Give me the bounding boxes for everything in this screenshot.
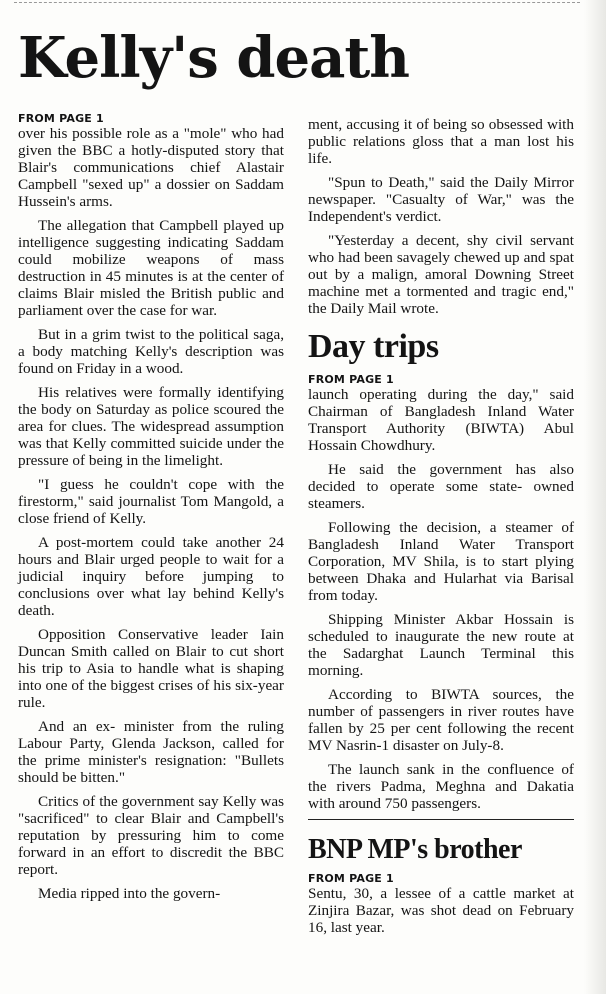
article-paragraph: Media ripped into the govern-: [38, 885, 221, 902]
article-paragraph: "Spun to Death," said the Daily Mirror newspaper. "Casualty of War," was the Independent's verdict.: [308, 174, 574, 225]
from-page-kicker: FROM PAGE 1: [308, 373, 394, 386]
article-paragraph: A post-mortem could take another 24 hours and Blair urged people to wait for a judicial inquiry before jumping to conclusions over what lay behind Kelly's death.: [18, 534, 284, 619]
article-paragraph: "I guess he couldn't cope with the firestorm," said journalist Tom Mangold, a close friend of Kelly.: [18, 476, 284, 527]
article-paragraph: But in a grim twist to the political saga, a body matching Kelly's description was found on Friday in a wood.: [18, 326, 284, 377]
article-paragraph: ment, accusing it of being so obsessed with public relations gloss that a man lost his life.: [308, 116, 574, 167]
article-paragraph: launch operating during the day," said Chairman of Bangladesh Inland Water Transport Authority (BIWTA) Abul Hossain Chowdhury.: [308, 386, 574, 454]
article-paragraph: The launch sank in the confluence of the rivers Padma, Meghna and Dakatia with around 750 passengers.: [308, 761, 574, 812]
day-trips-headline: Day trips: [308, 328, 439, 365]
article-paragraph: "Yesterday a decent, shy civil servant who had been savagely chewed up and spat out by a malign, amoral Downing Street machine met a tormented and tragic end," the Daily Mail wrote.: [308, 232, 574, 317]
article-paragraph: His relatives were formally identifying the body on Saturday as police scoured the area for clues. The widespread assumption was that Kelly committed suicide under the pressure of being in the limelight.: [18, 384, 284, 469]
article-paragraph: He said the government has also decided to operate some state- owned steamers.: [308, 461, 574, 512]
left-column: [18, 112, 284, 909]
article-paragraph: The allegation that Campbell played up intelligence suggesting indicating Saddam could mobilize weapons of mass destruction in 45 minutes is at the center of claims Blair misled the British public and parliament over the case for war.: [18, 217, 284, 319]
article-paragraph: Critics of the government say Kelly was "sacrificed" to clear Blair and Campbell's reputation by pressuring him to come forward in an effort to discredit the BBC report.: [18, 793, 284, 878]
right-column: [308, 116, 574, 943]
article-paragraph: Sentu, 30, a lessee of a cattle market at Zinjira Bazar, was shot dead on February 16, last year.: [308, 885, 574, 936]
bnp-headline: BNP MP's brother: [308, 834, 522, 865]
top-dashed-rule: [14, 2, 580, 3]
from-page-kicker: FROM PAGE 1: [308, 872, 394, 885]
article-paragraph: Shipping Minister Akbar Hossain is scheduled to inaugurate the new route at the Sadarghat Launch Terminal this morning.: [308, 611, 574, 679]
section-divider: [308, 819, 574, 820]
from-page-kicker: FROM PAGE 1: [18, 112, 104, 125]
article-paragraph: over his possible role as a "mole" who had given the BBC a hotly-disputed story that Blair's communications chief Alastair Campbell "sexed up" a dossier on Saddam Hussein's arms.: [18, 125, 284, 210]
article-paragraph: And an ex- minister from the ruling Labour Party, Glenda Jackson, called for the prime minister's resignation: "Bullets should be bitten.": [18, 718, 284, 786]
article-paragraph: According to BIWTA sources, the number of passengers in river routes have fallen by 25 per cent following the recent MV Nasrin-1 disaster on July-8.: [308, 686, 574, 754]
article-paragraph: Following the decision, a steamer of Bangladesh Inland Water Transport Corporation, MV Shila, is to start plying between Dhaka and Hularhat via Barisal from today.: [308, 519, 574, 604]
article-paragraph: Opposition Conservative leader Iain Duncan Smith called on Blair to cut short his trip to Asia to handle what is shaping into one of the biggest crises of his six-year rule.: [18, 626, 284, 711]
page-headline: Kelly's death: [18, 25, 409, 91]
page-edge-shadow: [584, 0, 606, 994]
